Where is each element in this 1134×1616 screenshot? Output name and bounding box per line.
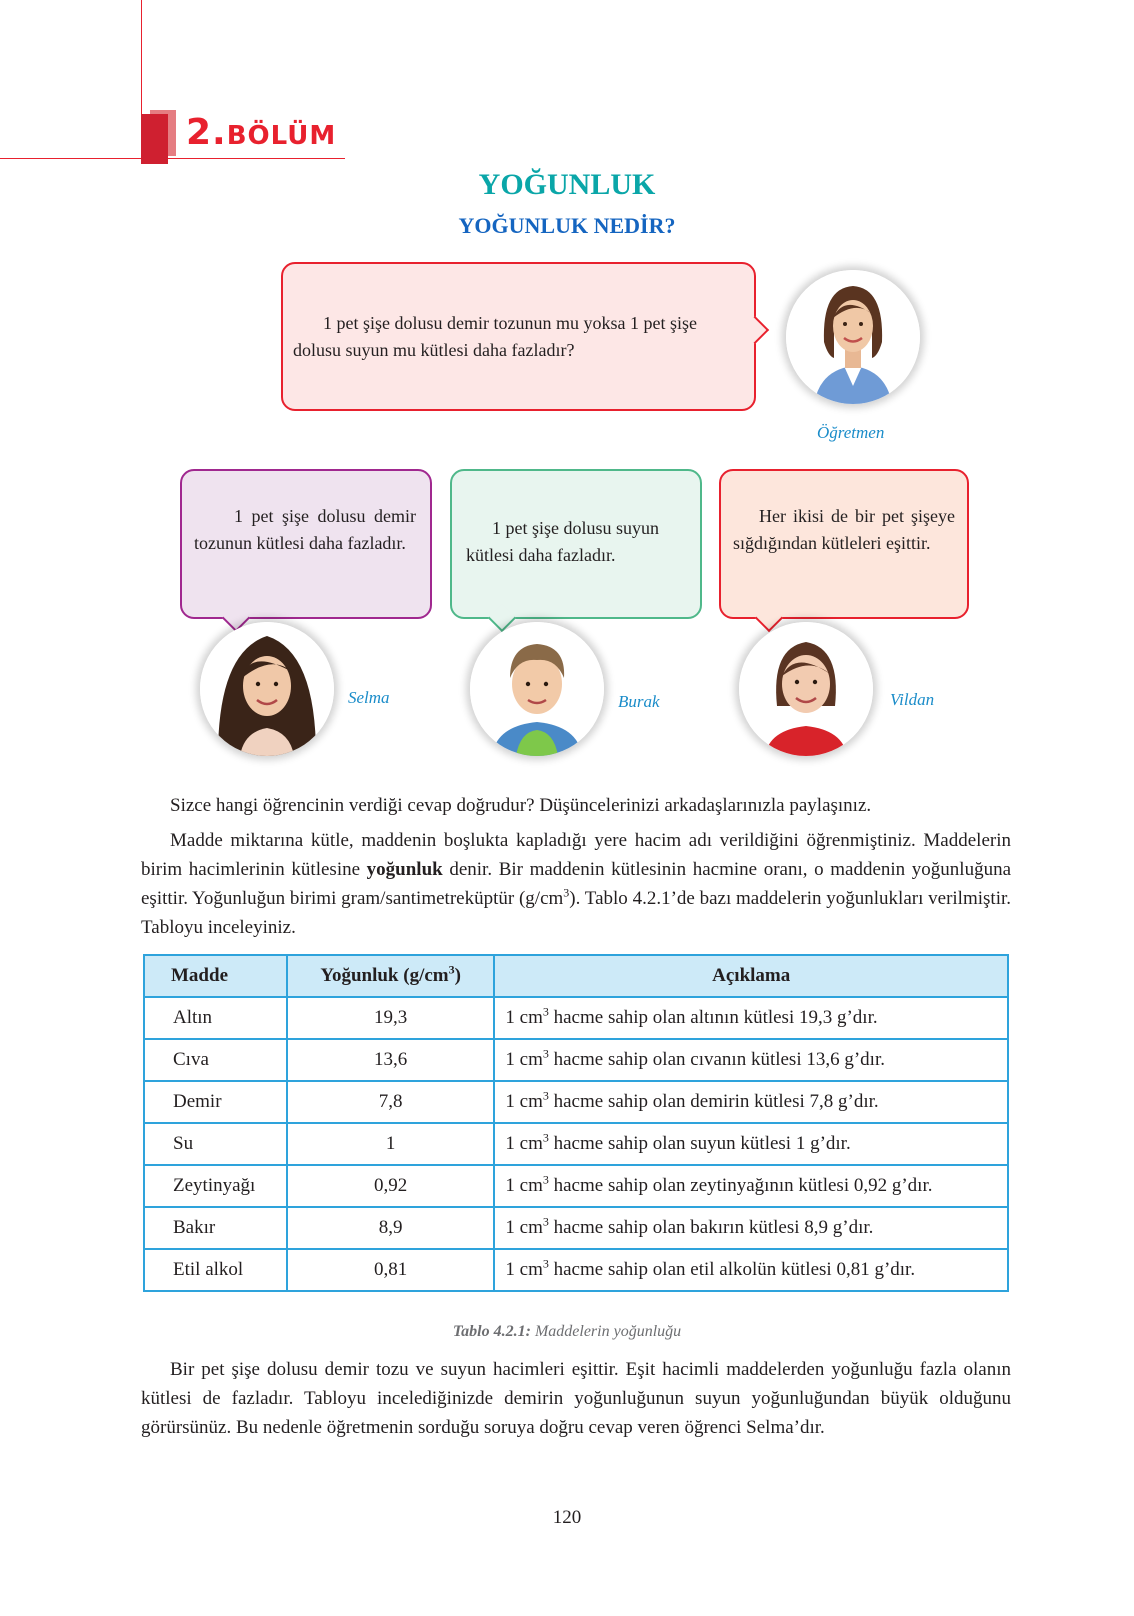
chapter-word: BÖLÜM <box>226 121 337 151</box>
cell-madde: Zeytinyağı <box>144 1165 287 1207</box>
cell-yogunluk: 1 <box>287 1123 495 1165</box>
table-row <box>144 1207 1008 1249</box>
cell-aciklama <box>494 1249 1008 1291</box>
vildan-avatar <box>739 622 873 756</box>
cell-aciklama-post: hacme sahip olan suyun kütlesi 1 g’dır. <box>548 1133 851 1154</box>
vildan-answer: Her ikisi de bir pet şişeye sığdığından kütleleri eşittir. <box>733 506 955 553</box>
burak-name: Burak <box>618 692 660 711</box>
cell-yogunluk: 19,3 <box>287 997 495 1039</box>
teacher-name: Öğretmen <box>817 423 885 442</box>
cell-madde: Demir <box>144 1081 287 1123</box>
cell-aciklama-pre: 1 cm <box>505 1133 543 1154</box>
cell-aciklama-sup: 3 <box>542 1046 549 1061</box>
cell-aciklama-post: hacme sahip olan bakırın kütlesi 8,9 g’dır. <box>548 1217 874 1238</box>
cell-madde: Altın <box>144 997 287 1039</box>
teacher-avatar <box>786 270 920 404</box>
header-yogunluk-sup: 3 <box>448 962 455 977</box>
header-aciklama: Açıklama <box>494 955 1008 997</box>
cell-aciklama-pre: 1 cm <box>505 1049 543 1070</box>
vildan-speech-bubble <box>719 469 969 619</box>
header-yogunluk <box>287 955 495 997</box>
cell-madde: Cıva <box>144 1039 287 1081</box>
cell-aciklama <box>494 1165 1008 1207</box>
cell-aciklama-sup: 3 <box>542 1004 549 1019</box>
cell-yogunluk: 8,9 <box>287 1207 495 1249</box>
discussion-question: Sizce hangi öğrencinin verdiği cevap doğrudur? Düşüncelerinizi arkadaşlarınızla paylaşınız. <box>170 795 872 816</box>
margin-line-horizontal <box>0 158 345 159</box>
intro-text-b: denir. Bir maddenin kütlesinin hacmine oranı, o maddenin yoğunluğuna eşittir. Yoğunluğun birimi gram/santimetreküptür (g/cm <box>141 859 1011 909</box>
table-row <box>144 1081 1008 1123</box>
cell-aciklama-sup: 3 <box>542 1130 549 1145</box>
cell-madde: Su <box>144 1123 287 1165</box>
cell-yogunluk: 0,81 <box>287 1249 495 1291</box>
cell-aciklama-post: hacme sahip olan altının kütlesi 19,3 g’dır. <box>548 1007 878 1028</box>
table-body <box>144 997 1008 1291</box>
table-row <box>144 1123 1008 1165</box>
cell-aciklama-pre: 1 cm <box>505 1259 543 1280</box>
cell-yogunluk: 7,8 <box>287 1081 495 1123</box>
table-row <box>144 1249 1008 1291</box>
selma-answer: 1 pet şişe dolusu demir tozunun kütlesi daha fazladır. <box>194 506 416 553</box>
header-madde: Madde <box>144 955 287 997</box>
table-row <box>144 997 1008 1039</box>
keyword-density: yoğunluk <box>366 859 443 880</box>
chapter-number: 2. <box>186 112 227 153</box>
cell-aciklama-post: hacme sahip olan cıvanın kütlesi 13,6 g’dır. <box>548 1049 885 1070</box>
cell-aciklama-pre: 1 cm <box>505 1175 543 1196</box>
cell-aciklama-sup: 3 <box>542 1256 549 1271</box>
bubble-tail <box>741 316 769 344</box>
cell-madde: Etil alkol <box>144 1249 287 1291</box>
conclusion-paragraph: Bir pet şişe dolusu demir tozu ve suyun hacimleri eşittir. Eşit hacimli maddelerden yoğunluğu fazla olanın kütlesi de fazladır. Tabloyu incelediğinizde demirin yoğunluğunun suyun yoğunluğundan büyük olduğunu görürsünüz. Bu nedenle öğretmenin sorduğu soruya doğru cevap veren öğrenci Selma’dır. <box>141 1359 1011 1438</box>
cell-aciklama-sup: 3 <box>542 1214 549 1229</box>
cell-aciklama-post: hacme sahip olan zeytinyağının kütlesi 0,92 g’dır. <box>548 1175 933 1196</box>
cell-madde: Bakır <box>144 1207 287 1249</box>
caption-text: Maddelerin yoğunluğu <box>530 1323 682 1340</box>
intro-paragraph <box>141 826 1011 942</box>
intro-text-c: ). Tablo 4.2.1’de bazı maddelerin yoğunlukları verilmiştir. Tabloyu inceleyiniz. <box>141 888 1012 938</box>
header-yogunluk-label: Yoğunluk (g/cm <box>320 965 449 986</box>
table-caption <box>0 1323 1134 1341</box>
cell-aciklama <box>494 1207 1008 1249</box>
selma-speech-bubble <box>180 469 432 619</box>
burak-answer: 1 pet şişe dolusu suyun kütlesi daha fazladır. <box>466 518 660 565</box>
table-row <box>144 1165 1008 1207</box>
cell-aciklama-post: hacme sahip olan etil alkolün kütlesi 0,81 g’dır. <box>548 1259 916 1280</box>
page-number: 120 <box>552 1507 582 1528</box>
cell-aciklama-pre: 1 cm <box>505 1091 543 1112</box>
teacher-question: 1 pet şişe dolusu demir tozunun mu yoksa 1 pet şişe dolusu suyun mu kütlesi daha fazladır? <box>293 313 697 360</box>
cell-yogunluk: 13,6 <box>287 1039 495 1081</box>
table-header-row <box>144 955 1008 997</box>
burak-speech-bubble <box>450 469 702 619</box>
selma-name: Selma <box>348 688 390 707</box>
cell-aciklama <box>494 997 1008 1039</box>
chapter-heading <box>186 112 336 153</box>
burak-avatar <box>470 622 604 756</box>
cell-aciklama <box>494 1081 1008 1123</box>
selma-avatar <box>200 622 334 756</box>
density-table <box>143 954 1009 1292</box>
cell-aciklama <box>494 1123 1008 1165</box>
vildan-name: Vildan <box>890 690 935 709</box>
table-row <box>144 1039 1008 1081</box>
header-yogunluk-end: ) <box>454 965 461 986</box>
cell-aciklama-pre: 1 cm <box>505 1217 543 1238</box>
page-subtitle: YOĞUNLUK NEDİR? <box>458 213 676 238</box>
chapter-marker <box>141 114 168 164</box>
intro-text-a: Madde miktarına kütle, maddenin boşlukta kapladığı yere hacim adı verildiğini öğrenmiştiniz. Maddelerin birim hacimlerinin kütlesine <box>141 830 1011 880</box>
cell-aciklama <box>494 1039 1008 1081</box>
teacher-speech-bubble <box>281 262 756 411</box>
cell-yogunluk: 0,92 <box>287 1165 495 1207</box>
cell-aciklama-sup: 3 <box>542 1088 549 1103</box>
page-title: YOĞUNLUK <box>478 168 656 201</box>
cell-aciklama-sup: 3 <box>542 1172 549 1187</box>
caption-label: Tablo 4.2.1: <box>452 1323 531 1340</box>
cell-aciklama-post: hacme sahip olan demirin kütlesi 7,8 g’dır. <box>548 1091 879 1112</box>
cell-aciklama-pre: 1 cm <box>505 1007 543 1028</box>
unit-superscript: 3 <box>563 885 570 900</box>
